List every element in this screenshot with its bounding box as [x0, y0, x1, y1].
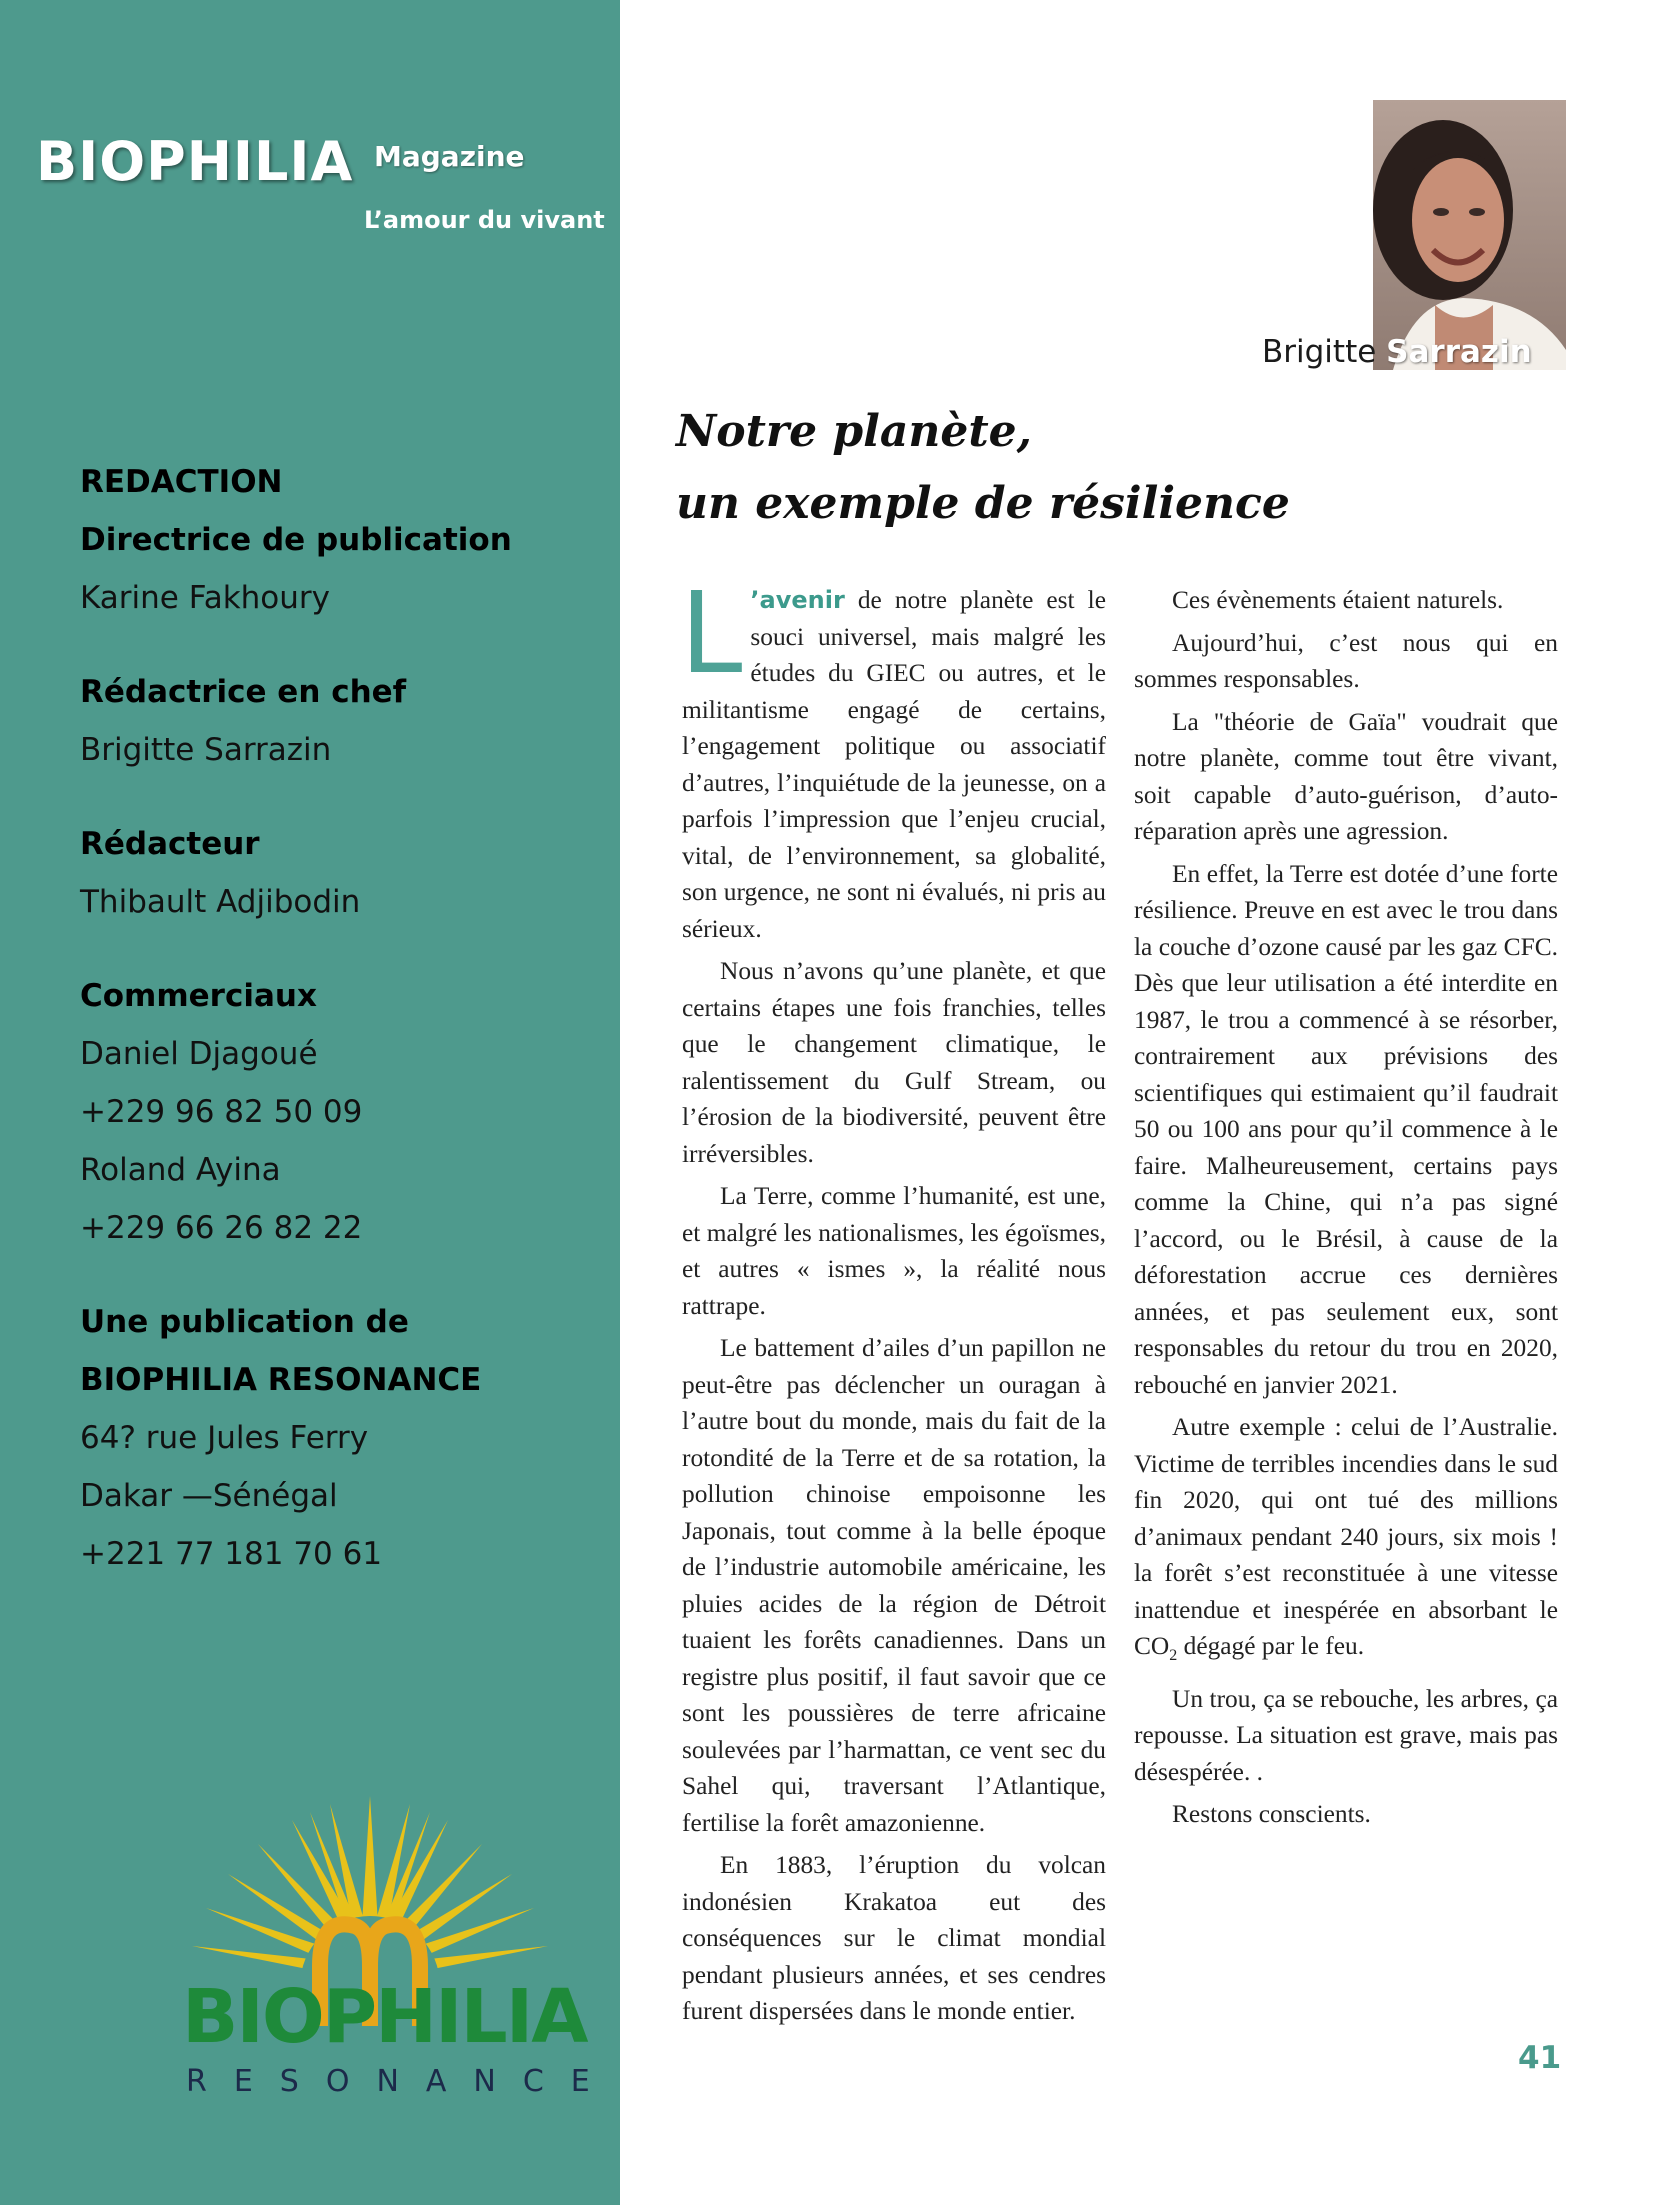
author-first-name: Brigitte — [1262, 334, 1377, 370]
drop-cap: L — [680, 569, 743, 699]
chef-label: Rédactrice en chef — [80, 674, 407, 710]
lead-word: ’avenir — [750, 586, 845, 614]
sidebar — [0, 0, 620, 2205]
title-line: un exemple de résilience — [676, 478, 1290, 529]
page-number: 41 — [1518, 2040, 1562, 2076]
paragraph: La "théorie de Gaïa" voudrait que notre planète, comme tout être vivant, soit capable d’auto-guérison, d’auto-réparation après une agression. — [1134, 707, 1558, 845]
paragraph: En effet, la Terre est dotée d’une forte résilience. Preuve en est avec le trou dans la couche d’ozone causé par les gaz CFC. Dès que leur utilisation a été interdite en 1987, le trou a commencé à se résorber, contrairement aux prévisions des scientifiques qui estimaient qu’il faudrait 50 ou 100 ans pour qu’il commence à le faire. Malheureusement, certains pays comme la Chine, qui n’a pas signé l’accord, ou le Brésil, à cause de la déforestation accrue ces dernières années, et pas seulement eux, sont responsables du retour du trou en 2020, rebouché en janvier 2021. — [1134, 859, 1558, 1399]
paragraph: Un trou, ça se rebouche, les arbres, ça repousse. La situation est grave, mais pas désespérée. . — [1134, 1684, 1558, 1786]
commerciaux-label: Commerciaux — [80, 978, 317, 1014]
commercial-phone: +229 96 82 50 09 — [80, 1094, 363, 1130]
chef-name: Brigitte Sarrazin — [80, 732, 332, 768]
credits-heading: REDACTION — [80, 464, 283, 500]
paragraph: L ’avenir de notre planète est le souci universel, mais malgré les études du GIEC ou autres, et le militantisme engagé de certains, l’engagement politique ou associatif d’autres, l’inquiétude de la jeunesse, on a parfois l’impression que l’enjeu crucial, vital, de l’environnement, sa globalité, son urgence, ne sont ni évalués, ni pris au sérieux. — [680, 569, 1106, 943]
author-photo — [1373, 100, 1566, 370]
directrice-name: Karine Fakhoury — [80, 580, 330, 616]
address-street: 64? rue Jules Ferry — [80, 1420, 369, 1456]
commercial-name: Roland Ayina — [80, 1152, 281, 1188]
paragraph: Nous n’avons qu’une planète, et que certains étapes une fois franchies, telles que le changement climatique, le ralentissement du Gulf Stream, ou l’érosion de la biodiversité, peuvent être irréversibles. — [682, 957, 1106, 1168]
title-line: Notre planète, — [676, 406, 1032, 457]
publisher-name: BIOPHILIA RESONANCE — [80, 1362, 482, 1398]
directrice-label: Directrice de publication — [80, 522, 512, 558]
redacteur-name: Thibault Adjibodin — [80, 884, 361, 920]
paragraph: Aujourd’hui, c’est nous qui en sommes responsables. — [1134, 628, 1558, 693]
paragraph: La Terre, comme l’humanité, est une, et malgré les nationalismes, les égoïsmes, et autres « ismes », la réalité nous rattrape. — [682, 1182, 1106, 1320]
magazine-tagline: L’amour du vivant — [364, 206, 605, 234]
author-last-name: Sarrazin — [1386, 334, 1532, 370]
credits-block — [80, 453, 600, 1583]
paragraph: Ces évènements étaient naturels. — [1172, 586, 1504, 614]
logo-wordmark: BIOPHILIA — [182, 1974, 587, 2060]
publisher-logo — [170, 1786, 617, 2106]
address-city: Dakar —Sénégal — [80, 1478, 338, 1514]
commercial-phone: +229 66 26 82 22 — [80, 1210, 363, 1246]
author-byline — [1262, 334, 1532, 370]
commercial-name: Daniel Djagoué — [80, 1036, 318, 1072]
logo-subtitle: RESONANCE — [186, 2064, 617, 2099]
paragraph: Le battement d’ailes d’un papillon ne peut-être pas déclencher un ouragan à l’autre bout du monde, mais du fait de la rotondité de la Terre et de sa rotation, la pollution chinoise empoisonne les Japonais, tout comme à la belle époque de l’industrie automobile américaine, les pluies acides de la région de Détroit tuaient les forêts canadiennes. Dans un registre plus positif, il faut savoir que ce sont les poussières de terre africaine soulevées par l’harmattan, ce vent sec du Sahel qui, traversant l’Atlantique, fertilise la forêt amazonienne. — [682, 1334, 1106, 1837]
publisher-phone: +221 77 181 70 61 — [80, 1536, 383, 1572]
article-title — [676, 396, 1290, 540]
paragraph: Autre exemple : celui de l’Australie. Victime de terribles incendies dans le sud fin 2020, qui ont tué des millions d’animaux pendant 240 jours, six mois ! la forêt s’est reconstituée à une vitesse inattendue et inespérée en absorbant le $CO_2$ dégagé par le feu. — [1134, 1413, 1558, 1665]
portrait-image — [1373, 100, 1566, 370]
magazine-title: BIOPHILIA — [36, 130, 354, 193]
magazine-subtitle: Magazine — [374, 140, 525, 173]
redacteur-label: Rédacteur — [80, 826, 260, 862]
publication-label: Une publication de — [80, 1304, 409, 1340]
paragraph: En 1883, l’éruption du volcan indonésien Krakatoa eut des conséquences sur le climat mondial pendant plusieurs années, et ses cendres furent dispersées dans le monde entier. — [682, 1851, 1106, 2025]
article-body — [680, 569, 1558, 2052]
paragraph: Restons conscients. — [1172, 1800, 1371, 1829]
